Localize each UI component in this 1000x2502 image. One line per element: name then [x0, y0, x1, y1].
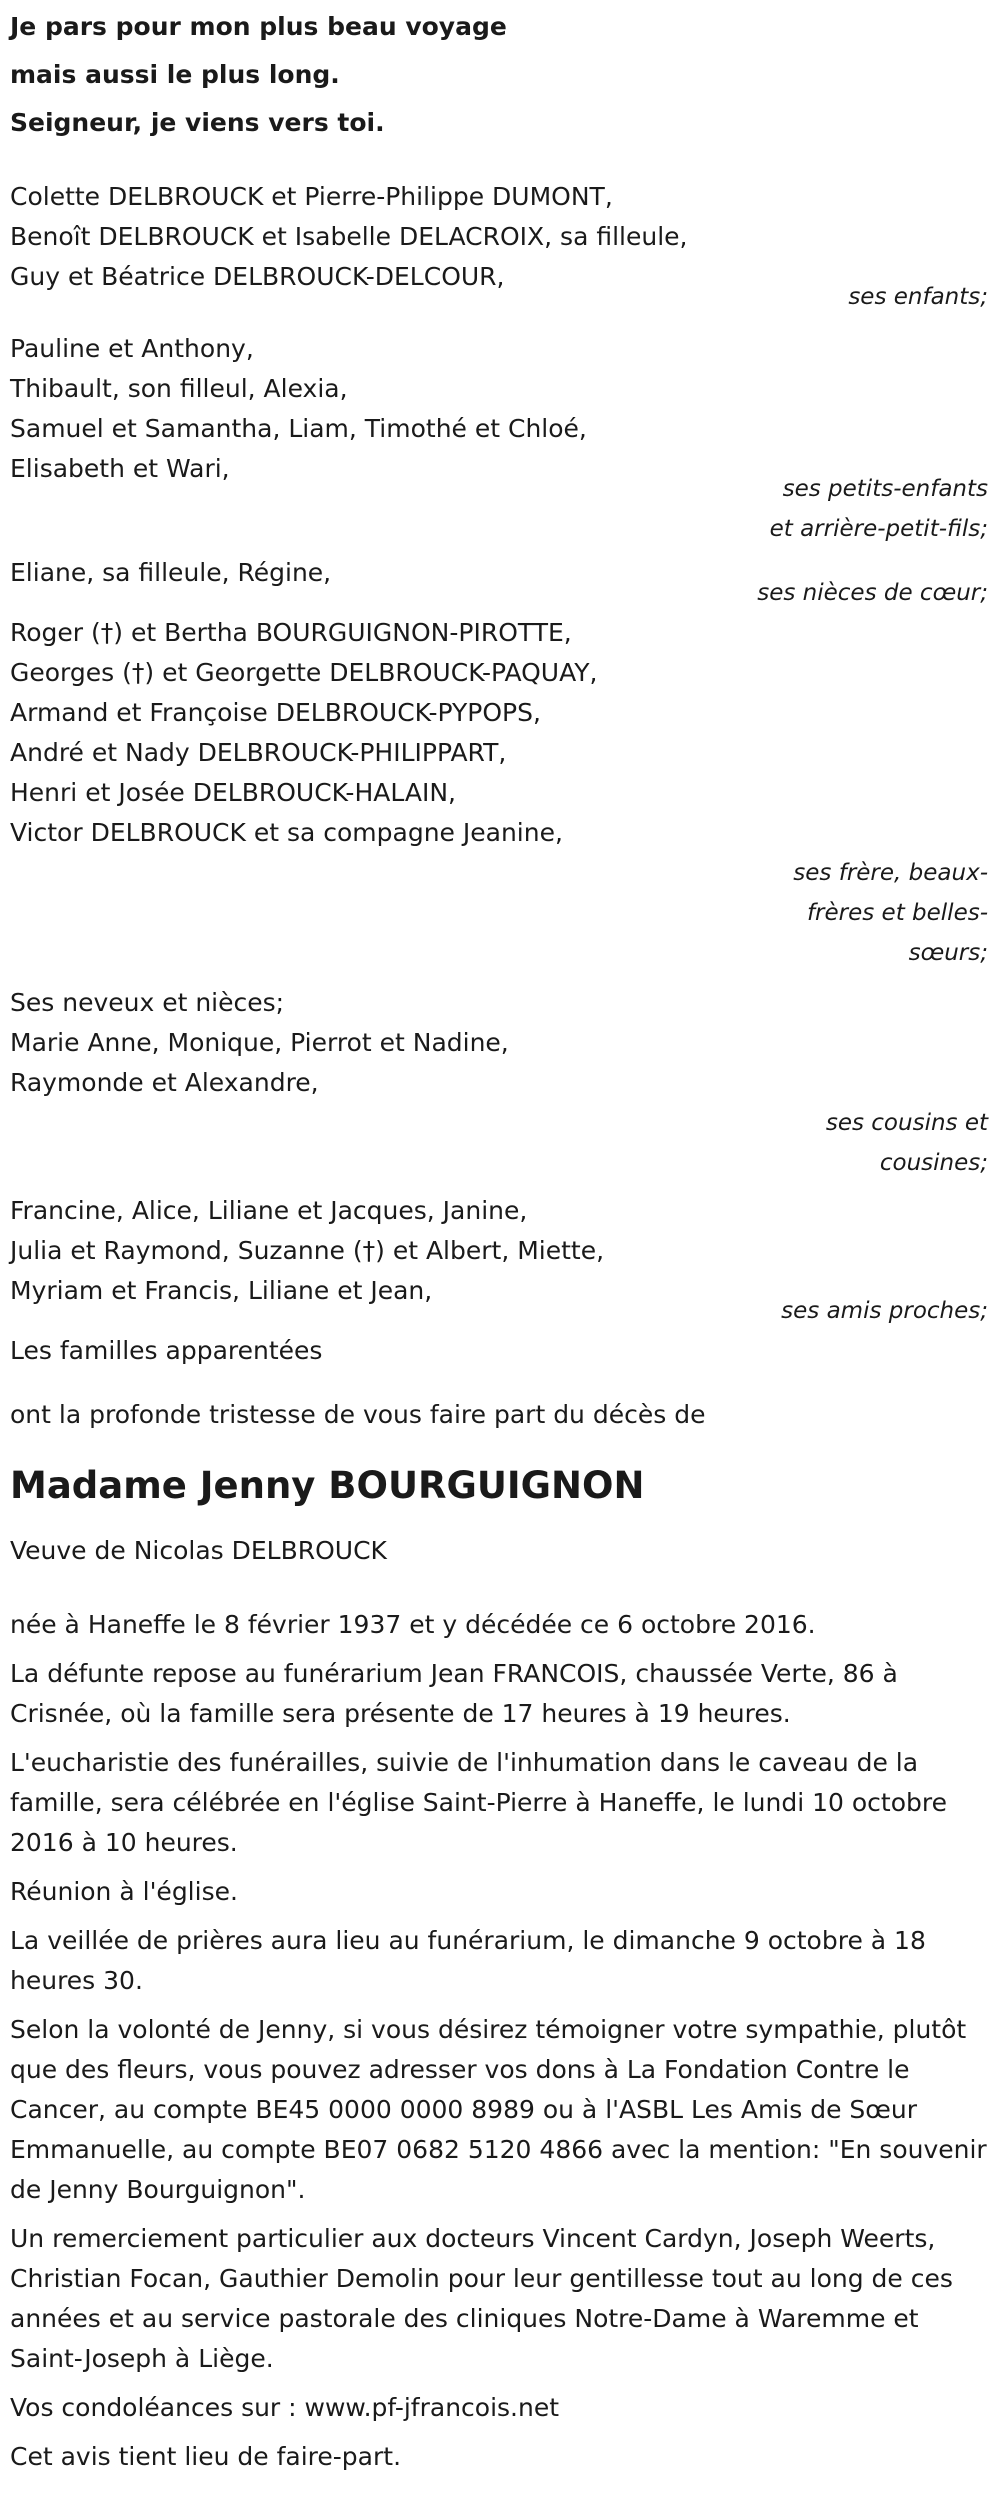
details	[10, 1605, 992, 2477]
name-line: Benoît DELBROUCK et Isabelle DELACROIX, sa filleule,	[10, 222, 688, 251]
condolences-link[interactable]: Vos condoléances sur : www.pf-jfrancois.net	[10, 2393, 560, 2422]
related-families: Les familles apparentées	[10, 1336, 323, 1365]
name-line: Elisabeth et Wari,	[10, 454, 230, 483]
name-line: Victor DELBROUCK et sa compagne Jeanine,	[10, 818, 563, 847]
funeral-info: L'eucharistie des funérailles, suivie de l'inhumation dans le caveau de la famille, sera célébrée en l'église Saint-Pierre à Haneffe, le lundi 10 octobre 2016 à 10 heures.	[10, 1748, 947, 1857]
name-line: Julia et Raymond, Suzanne (†) et Albert, Miette,	[10, 1236, 605, 1265]
name-line: Thibault, son filleul, Alexia,	[10, 374, 348, 403]
deceased-name: Madame Jenny BOURGUIGNON	[10, 1464, 645, 1507]
poem-line: mais aussi le plus long.	[10, 60, 340, 89]
birth-death: née à Haneffe le 8 février 1937 et y décédée ce 6 octobre 2016.	[10, 1610, 816, 1639]
family-group-grandchildren	[10, 329, 992, 489]
name-line: Georges (†) et Georgette DELBROUCK-PAQUAY,	[10, 658, 598, 687]
poem-line: Je pars pour mon plus beau voyage	[10, 12, 507, 41]
role-label: ses nièces de cœur;	[757, 580, 988, 606]
notice-statement: Cet avis tient lieu de faire-part.	[10, 2442, 402, 2471]
name-line: Roger (†) et Bertha BOURGUIGNON-PIROTTE,	[10, 618, 572, 647]
name-line: Armand et Françoise DELBROUCK-PYPOPS,	[10, 698, 541, 727]
obituary-notice	[10, 0, 992, 2486]
announcement-line: ont la profonde tristesse de vous faire part du décès de	[10, 1400, 706, 1429]
poem	[10, 3, 992, 147]
name-line: Eliane, sa filleule, Régine,	[10, 558, 332, 587]
widow-line: Veuve de Nicolas DELBROUCK	[10, 1536, 387, 1565]
name-line: André et Nady DELBROUCK-PHILIPPART,	[10, 738, 507, 767]
funerarium-info: La défunte repose au funérarium Jean FRANCOIS, chaussée Verte, 86 à Crisnée, où la famille sera présente de 17 heures à 19 heures.	[10, 1659, 898, 1728]
name-line: Francine, Alice, Liliane et Jacques, Janine,	[10, 1196, 528, 1225]
role-label: ses petits-enfants et arrière-petit-fils;	[769, 476, 988, 542]
name-line: Samuel et Samantha, Liam, Timothé et Chloé,	[10, 414, 587, 443]
family-group-siblings	[10, 613, 992, 853]
role-label: ses frère, beaux- frères et belles- sœurs;	[793, 860, 988, 966]
name-line: Myriam et Francis, Liliane et Jean,	[10, 1276, 433, 1305]
vigil-info: La veillée de prières aura lieu au funérarium, le dimanche 9 octobre à 18 heures 30.	[10, 1926, 926, 1995]
name-line: Pauline et Anthony,	[10, 334, 254, 363]
reunion-info: Réunion à l'église.	[10, 1877, 238, 1906]
role-label: ses amis proches;	[781, 1298, 988, 1324]
name-line: Raymonde et Alexandre,	[10, 1068, 319, 1097]
donation-info: Selon la volonté de Jenny, si vous désirez témoigner votre sympathie, plutôt que des fleurs, vous pouvez adresser vos dons à La Fondation Contre le Cancer, au compte BE45 0000 0000 8989 ou à l'ASBL Les Amis de Sœur Emmanuelle, au compte BE07 0682 5120 4866 avec la mention: "En souvenir de Jenny Bourguignon".	[10, 2015, 987, 2204]
name-line: Henri et Josée DELBROUCK-HALAIN,	[10, 778, 456, 807]
name-line: Marie Anne, Monique, Pierrot et Nadine,	[10, 1028, 509, 1057]
role-label: ses cousins et cousines;	[825, 1110, 988, 1176]
role-label: ses enfants;	[848, 284, 988, 310]
name-line: Colette DELBROUCK et Pierre-Philippe DUMONT,	[10, 182, 613, 211]
thanks-info: Un remerciement particulier aux docteurs Vincent Cardyn, Joseph Weerts, Christian Focan, Gauthier Demolin pour leur gentillesse tout au long de ces années et au service pastorale des cliniques Notre-Dame à Waremme et Saint-Joseph à Liège.	[10, 2224, 953, 2373]
poem-line: Seigneur, je viens vers toi.	[10, 108, 385, 137]
name-line: Ses neveux et nièces;	[10, 988, 285, 1017]
family-group-nephews	[10, 983, 992, 1103]
name-line: Guy et Béatrice DELBROUCK-DELCOUR,	[10, 262, 505, 291]
